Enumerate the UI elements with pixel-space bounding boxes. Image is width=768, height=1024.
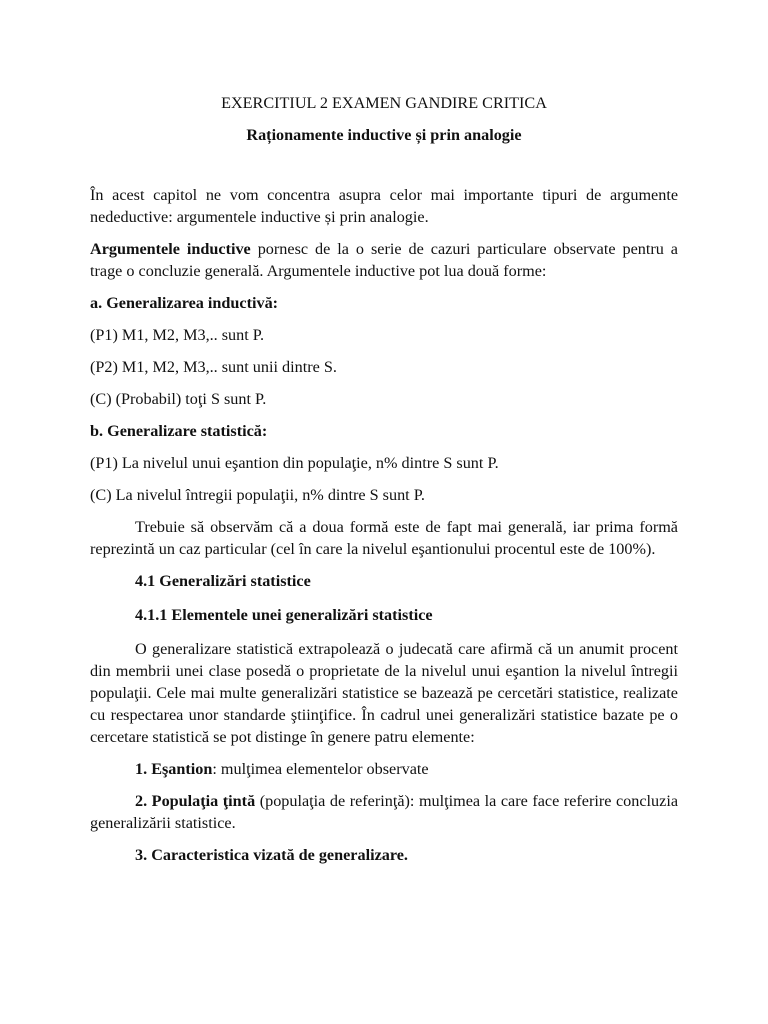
document-title: EXERCITIUL 2 EXAMEN GANDIRE CRITICA <box>221 94 547 112</box>
section-heading-4-1-1: 4.1.1 Elementele unei generalizări statistice <box>135 606 433 624</box>
inductive-text: pornesc de la o serie de cazuri particulare observate pentru a trage o concluzie generală. Argumentele inductive pot lua două forme: <box>90 240 678 280</box>
conclusion-a: (C) (Probabil) toţi S sunt P. <box>90 390 267 408</box>
document-page <box>90 92 678 876</box>
inductive-term: Argumentele inductive <box>90 240 251 258</box>
list-item-esantion <box>90 758 678 780</box>
item-1-text: : mulţimea elementelor observate <box>212 760 429 778</box>
item-2-text: (populaţia de referinţă): mulţimea la care face referire concluzia generalizării statistice. <box>90 792 679 832</box>
definition-paragraph: O generalizare statistică extrapolează o judecată care afirmă că un anumit procent din membrii unei clase posedă o proprietate de la nivelul unui eşantion la nivelul întregii populaţii. Cele mai multe generalizări statistice se bazează pe cercetări statistice, realizate cu respectarea unor standarde ştiinţifice. În cadrul unei generalizări statistice bazate pe o cercetare statistică se pot distinge în genere patru elemente: <box>90 640 678 746</box>
premise-2-a: (P2) M1, M2, M3,.. sunt unii dintre S. <box>90 358 337 376</box>
premise-1-b: (P1) La nivelul unui eşantion din populaţie, n% dintre S sunt P. <box>90 454 499 472</box>
conclusion-b: (C) La nivelul întregii populaţii, n% dintre S sunt P. <box>90 486 425 504</box>
heading-generalizare-inductiva: a. Generalizarea inductivă: <box>90 294 279 312</box>
item-1-term: 1. Eşantion <box>135 760 213 778</box>
observation-paragraph: Trebuie să observăm că a doua formă este de fapt mai generală, iar prima formă reprezintă un caz particular (cel în care la nivelul eşantionului procentul este de 100%). <box>90 518 678 558</box>
item-2-term: 2. Populaţia ţintă <box>135 792 256 810</box>
premise-1-a: (P1) M1, M2, M3,.. sunt P. <box>90 326 265 344</box>
list-item-populatia-tinta <box>90 790 678 834</box>
intro-paragraph: În acest capitol ne vom concentra asupra celor mai importante tipuri de argumente nedeductive: argumentele inductive și prin analogie. <box>90 186 678 226</box>
section-heading-4-1: 4.1 Generalizări statistice <box>135 572 311 590</box>
inductive-paragraph <box>90 238 678 282</box>
document-subtitle: Raționamente inductive și prin analogie <box>246 126 522 144</box>
heading-generalizare-statistica: b. Generalizare statistică: <box>90 422 268 440</box>
list-item-caracteristica: 3. Caracteristica vizată de generalizare. <box>135 846 408 864</box>
